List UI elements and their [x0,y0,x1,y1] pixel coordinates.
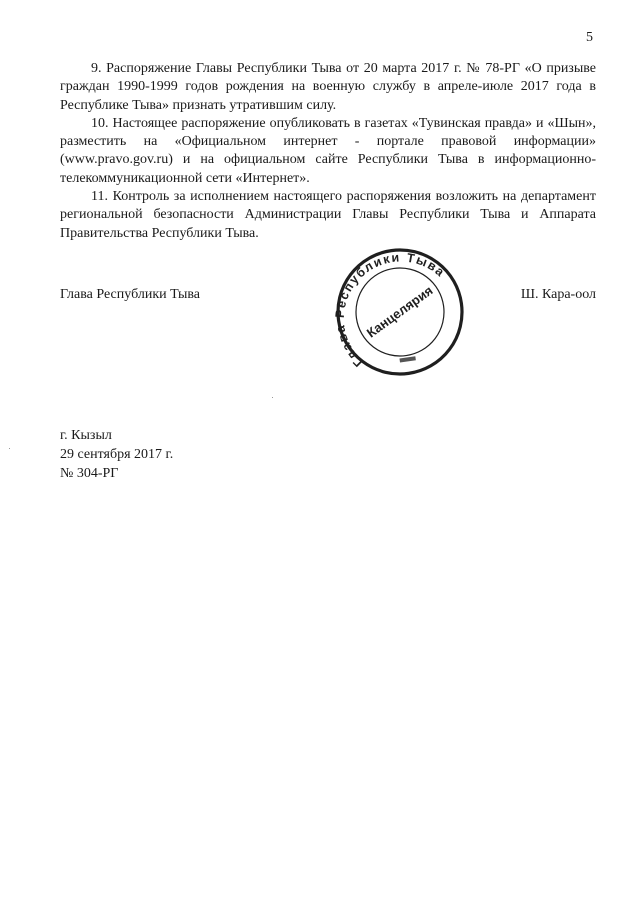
page-number: 5 [586,30,593,45]
footer-number: № 304-РГ [60,466,119,481]
scan-speck [9,448,10,449]
signer-name: Ш. Кара-оол [520,287,596,302]
paragraph-10: 10. Настоящее распоряжение опубликовать в газетах «Тувинская правда» и «Шын», разместить на «Официальном интернет - портале правовой информации» (www.pravo.gov.ru) и на официальном сайте Республики Тыва в информационно-телекоммуникационной сети «Интернет». [60,115,596,186]
scan-speck [272,397,273,398]
stamp-serial-mark [399,356,415,362]
paragraph-9: 9. Распоряжение Главы Республики Тыва от 20 марта 2017 г. № 78-РГ «О призыве граждан 1990-1999 годов рождения на военную службу в апреле-июле 2017 года в Республике Тыва» признать утратившим силу. [60,61,596,113]
stamp-ring-text: Глава Республики Тыва [333,250,449,370]
stamp-center-text: Канцелярия [363,282,436,341]
signer-title: Глава Республики Тыва [60,287,201,302]
official-stamp [333,248,468,376]
footer-date: 29 сентября 2017 г. [60,447,174,462]
paragraph-11: 11. Контроль за исполнением настоящего распоряжения возложить на департамент региональной безопасности Администрации Главы Республики Тыва и Аппарата Правительства Республики Тыва. [60,189,596,241]
document-footer [60,426,173,483]
document-body [60,60,596,243]
footer-city: г. Кызыл [60,428,112,443]
